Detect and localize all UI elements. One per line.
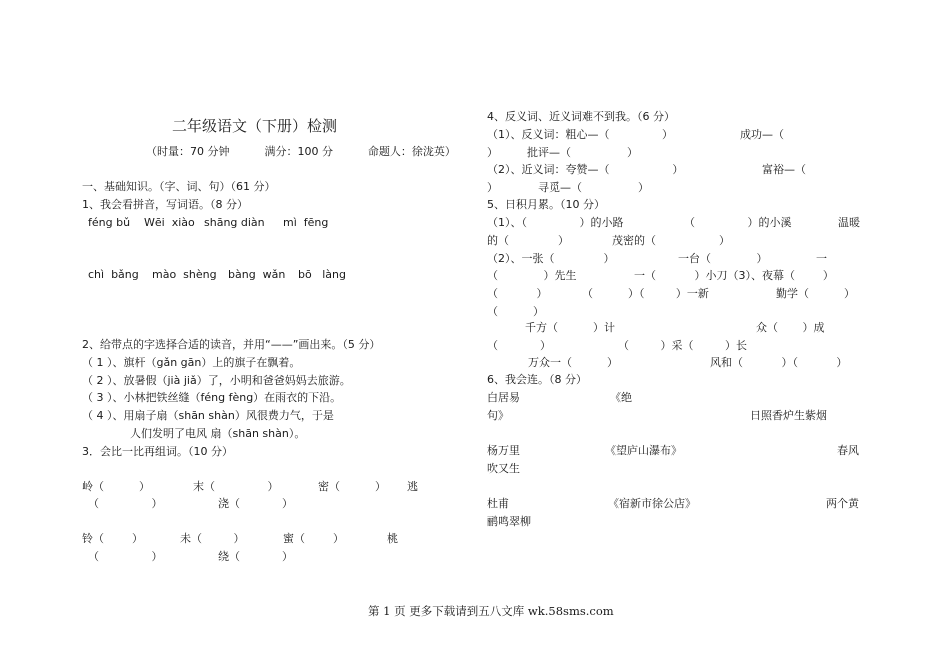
poet-name: 杨万里 xyxy=(487,444,520,457)
compare-word: 铃（ ） xyxy=(82,532,143,545)
section-basic-knowledge: 一、基础知识。（字、词、句）（61 分） xyxy=(82,180,276,193)
compare-word: （ ） xyxy=(88,550,163,563)
page-footer: 第 1 页 更多下载请到五八文库 wk.58sms.com xyxy=(368,604,614,618)
question-4: 4、反义词、近义词难不到我。（6 分） xyxy=(487,110,675,123)
q5-line: （ ）先生 xyxy=(487,269,577,282)
compare-word: 逃 xyxy=(407,480,418,493)
pinyin-item: shāng diàn xyxy=(204,216,265,229)
compare-word: 浇（ ） xyxy=(218,497,293,510)
q5-line: （ ）（ ）一新 xyxy=(582,287,709,300)
compare-word: 未（ ） xyxy=(180,532,245,545)
q5-line: （ ）采（ ）长 xyxy=(618,339,747,352)
q5-line: 众（ ）成 xyxy=(756,321,825,334)
question-3: 3．会比一比再组词。（10 分） xyxy=(82,445,233,458)
poem-line: 两个黄 xyxy=(826,497,859,510)
q2-item: （ 4 ）、用扇子扇（shān shàn）风很费力气，于是 xyxy=(82,409,334,422)
poem-title: 《绝 xyxy=(610,391,632,404)
q2-item: （ 3 ）、小林把铁丝缝（féng fèng）在雨衣的下沿。 xyxy=(82,391,342,404)
exam-meta: （时量：70 分钟 满分：100 分 命题人：徐泷英） xyxy=(146,145,456,158)
pinyin-item: bō làng xyxy=(298,268,346,281)
poem-line: 日照香炉生紫烟 xyxy=(750,409,827,422)
compare-word: 蜜（ ） xyxy=(283,532,344,545)
q2-item: （ 2 ）、放暑假（jià jiǎ）了，小明和爸爸妈妈去旅游。 xyxy=(82,374,351,387)
pinyin-item: féng bǔ xyxy=(88,216,131,229)
page-title: 二年级语文（下册）检测 xyxy=(172,117,338,135)
poem-title: 句》 xyxy=(487,409,509,422)
q4-line: （1）、反义词：粗心—（ ） xyxy=(487,128,673,141)
q4-line: （2）、近义词：夸赞—（ ） xyxy=(487,163,684,176)
q5-line: 一 xyxy=(816,252,827,265)
q5-line: 千方（ ）计 xyxy=(525,321,615,334)
pinyin-item: bàng wǎn xyxy=(228,268,286,281)
pinyin-item: chì bǎng xyxy=(88,268,139,281)
pinyin-item: Wēi xiào xyxy=(144,216,195,229)
q5-line: 一（ ）小刀（3）、夜幕（ ） xyxy=(634,269,834,282)
q5-line: 一台（ ） xyxy=(678,252,768,265)
q2-item: 人们发明了电风 扇（shān shàn）。 xyxy=(130,427,306,440)
q5-line: （ ） xyxy=(487,287,548,300)
q4-line: ） xyxy=(487,146,498,159)
q5-line: 万众一（ ） xyxy=(528,356,618,369)
pinyin-item: mào shèng xyxy=(152,268,217,281)
q5-line: 温暖 xyxy=(838,216,860,229)
pinyin-item: mì fēng xyxy=(283,216,329,229)
q5-line: 茂密的（ ） xyxy=(612,234,730,247)
q5-line: （ ） xyxy=(487,305,544,318)
q5-line: 风和（ ）（ ） xyxy=(710,356,848,369)
q5-line: 的（ ） xyxy=(487,234,569,247)
q4-line: 批评—（ ） xyxy=(527,146,638,159)
compare-word: 桃 xyxy=(387,532,398,545)
q5-line: （ ）的小溪 xyxy=(684,216,792,229)
q4-line: 寻觅—（ ） xyxy=(538,181,649,194)
question-5: 5、日积月累。（10 分） xyxy=(487,198,605,211)
poet-name: 杜甫 xyxy=(487,497,509,510)
poem-line: 春风 xyxy=(837,444,859,457)
q5-line: （ ） xyxy=(487,339,551,352)
question-1: 1、我会看拼音，写词语。（8 分） xyxy=(82,198,248,211)
compare-word: 绕（ ） xyxy=(218,550,293,563)
q5-line: （2）、一张（ ） xyxy=(487,252,615,265)
compare-word: 岭（ ） xyxy=(82,480,150,493)
poet-name: 白居易 xyxy=(487,391,520,404)
q5-line: （1）、（ ）的小路 xyxy=(487,216,624,229)
question-6: 6、我会连。（8 分） xyxy=(487,373,587,386)
q4-line: 成功—（ xyxy=(740,128,784,141)
compare-word: 密（ ） xyxy=(318,480,386,493)
compare-word: （ ） xyxy=(88,497,163,510)
poem-line: 吹又生 xyxy=(487,462,520,475)
q4-line: 富裕—（ xyxy=(762,163,806,176)
poem-title: 《宿新市徐公店》 xyxy=(608,497,696,510)
question-2: 2、给带点的字选择合适的读音，并用“——”画出来。（5 分） xyxy=(82,338,381,351)
q5-line: 勤学（ ） xyxy=(776,287,855,300)
q2-item: （ 1 ）、旗杆（gǎn gān）上的旗子在飘着。 xyxy=(82,356,301,369)
q4-line: ） xyxy=(487,181,498,194)
compare-word: 末（ ） xyxy=(193,480,279,493)
poem-line: 鹂鸣翠柳 xyxy=(487,515,531,528)
poem-title: 《望庐山瀑布》 xyxy=(605,444,682,457)
